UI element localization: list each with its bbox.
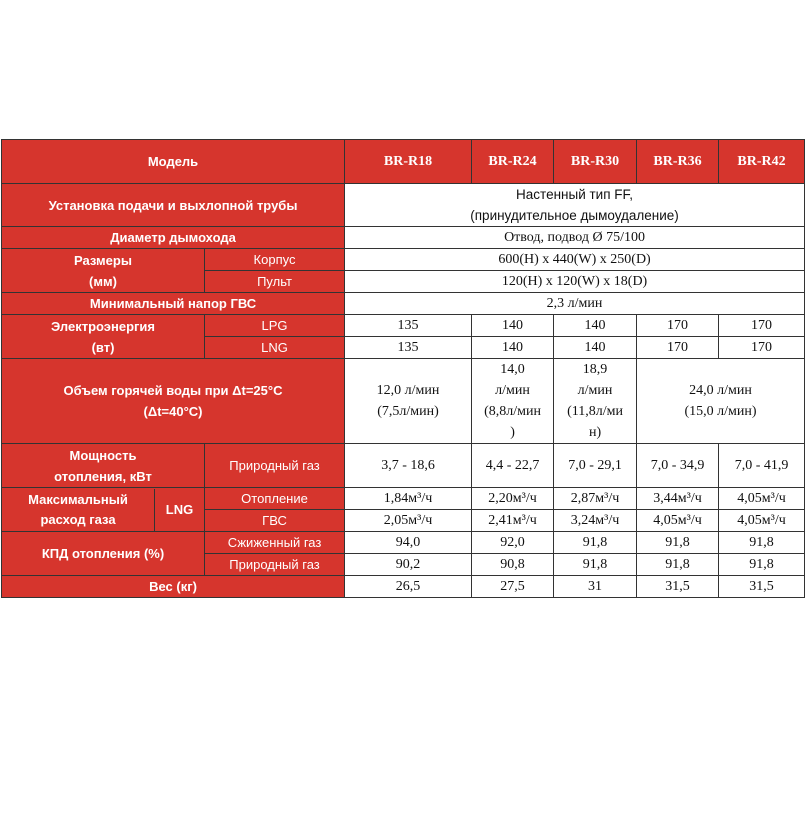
hot-water-r36-r42-line2: (15,0 л/мин) bbox=[684, 404, 757, 419]
efficiency-lpg-label: Сжиженный газ bbox=[205, 532, 345, 554]
hot-water-r36-r42-line1: 24,0 л/мин bbox=[689, 383, 752, 398]
weight-label: Вес (кг) bbox=[2, 576, 345, 598]
dimensions-remote-value: 120(H) x 120(W) x 18(D) bbox=[345, 271, 805, 293]
hot-water-r24-line2: л/мин bbox=[495, 383, 530, 398]
flue-label: Диаметр дымохода bbox=[2, 227, 345, 249]
hot-water-r30-line3: (11,8л/ми bbox=[567, 404, 623, 419]
flue-row bbox=[2, 227, 805, 249]
hot-water-r24-line1: 14,0 bbox=[500, 362, 525, 377]
model-br-r18: BR-R18 bbox=[345, 140, 472, 184]
dimensions-label-line2: (мм) bbox=[89, 273, 117, 289]
hot-water-label bbox=[2, 359, 345, 444]
efficiency-lpg-r42: 91,8 bbox=[719, 532, 805, 554]
max-gas-label-text bbox=[2, 489, 155, 531]
max-gas-heating-row bbox=[2, 488, 805, 510]
power-lpg-row bbox=[2, 315, 805, 337]
min-dhw-value: 2,3 л/мин bbox=[345, 293, 805, 315]
efficiency-label: КПД отопления (%) bbox=[2, 532, 205, 576]
max-gas-dhw-r30: 3,24м³/ч bbox=[554, 510, 637, 532]
dimensions-body-row bbox=[2, 249, 805, 271]
installation-row bbox=[2, 184, 805, 227]
hot-water-label-line1: Объем горячей воды при Δt=25°C bbox=[63, 383, 283, 398]
heating-power-r36: 7,0 - 34,9 bbox=[637, 444, 719, 488]
max-gas-label-inner bbox=[2, 489, 204, 531]
efficiency-lpg-row bbox=[2, 532, 805, 554]
max-gas-dhw-r36: 4,05м³/ч bbox=[637, 510, 719, 532]
efficiency-ng-label: Природный газ bbox=[205, 554, 345, 576]
weight-r36: 31,5 bbox=[637, 576, 719, 598]
efficiency-lpg-r30: 91,8 bbox=[554, 532, 637, 554]
installation-value-line2: (принудительное дымоудаление) bbox=[470, 208, 679, 223]
max-gas-label-line2: расход газа bbox=[40, 511, 116, 527]
weight-r24: 27,5 bbox=[472, 576, 554, 598]
min-dhw-row bbox=[2, 293, 805, 315]
max-gas-heating-r24: 2,20м³/ч bbox=[472, 488, 554, 510]
max-gas-heating-r42: 4,05м³/ч bbox=[719, 488, 805, 510]
installation-value bbox=[345, 184, 805, 227]
efficiency-ng-r30: 91,8 bbox=[554, 554, 637, 576]
power-lpg-label: LPG bbox=[205, 315, 345, 337]
power-lng-r24: 140 bbox=[472, 337, 554, 359]
power-lpg-r30: 140 bbox=[554, 315, 637, 337]
efficiency-ng-r36: 91,8 bbox=[637, 554, 719, 576]
power-lpg-r24: 140 bbox=[472, 315, 554, 337]
max-gas-dhw-label: ГВС bbox=[205, 510, 345, 532]
heating-power-label bbox=[2, 444, 205, 488]
efficiency-lpg-r36: 91,8 bbox=[637, 532, 719, 554]
max-gas-heating-label: Отопление bbox=[205, 488, 345, 510]
power-label-line2: (вт) bbox=[91, 339, 115, 355]
efficiency-ng-r18: 90,2 bbox=[345, 554, 472, 576]
power-lpg-r18: 135 bbox=[345, 315, 472, 337]
max-gas-lng-label: LNG bbox=[155, 489, 205, 531]
max-gas-dhw-r24: 2,41м³/ч bbox=[472, 510, 554, 532]
hot-water-label-line2: (Δt=40°C) bbox=[143, 404, 203, 419]
hot-water-r24-line3: (8,8л/мин bbox=[484, 404, 541, 419]
heating-power-r24: 4,4 - 22,7 bbox=[472, 444, 554, 488]
header-row bbox=[2, 140, 805, 184]
max-gas-label bbox=[2, 488, 205, 532]
max-gas-label-line1: Максимальный bbox=[28, 491, 128, 507]
heating-power-label-line2: отопления, кВт bbox=[54, 468, 152, 484]
heating-power-r42: 7,0 - 41,9 bbox=[719, 444, 805, 488]
power-lng-r18: 135 bbox=[345, 337, 472, 359]
max-gas-heating-r36: 3,44м³/ч bbox=[637, 488, 719, 510]
hot-water-row bbox=[2, 359, 805, 444]
power-lpg-r36: 170 bbox=[637, 315, 719, 337]
dimensions-remote-label: Пульт bbox=[205, 271, 345, 293]
hot-water-r24-line4: ) bbox=[510, 425, 515, 440]
power-lng-r36: 170 bbox=[637, 337, 719, 359]
max-gas-dhw-r42: 4,05м³/ч bbox=[719, 510, 805, 532]
efficiency-lpg-r18: 94,0 bbox=[345, 532, 472, 554]
dimensions-body-label: Корпус bbox=[205, 249, 345, 271]
heating-power-r30: 7,0 - 29,1 bbox=[554, 444, 637, 488]
heating-power-r18: 3,7 - 18,6 bbox=[345, 444, 472, 488]
hot-water-r18-line1: 12,0 л/мин bbox=[376, 383, 440, 398]
weight-r30: 31 bbox=[554, 576, 637, 598]
max-gas-heating-r18: 1,84м³/ч bbox=[345, 488, 472, 510]
min-dhw-label: Минимальный напор ГВС bbox=[2, 293, 345, 315]
hot-water-r30-line2: л/мин bbox=[577, 383, 613, 398]
power-lng-label: LNG bbox=[205, 337, 345, 359]
hot-water-r30 bbox=[554, 359, 637, 444]
model-br-r24: BR-R24 bbox=[472, 140, 554, 184]
heating-power-row bbox=[2, 444, 805, 488]
installation-label: Установка подачи и выхлопной трубы bbox=[2, 184, 345, 227]
efficiency-ng-r24: 90,8 bbox=[472, 554, 554, 576]
model-br-r36: BR-R36 bbox=[637, 140, 719, 184]
spec-table bbox=[1, 139, 805, 598]
dimensions-label bbox=[2, 249, 205, 293]
model-br-r30: BR-R30 bbox=[554, 140, 637, 184]
heating-power-label-line1: Мощность bbox=[69, 447, 137, 463]
power-lng-r42: 170 bbox=[719, 337, 805, 359]
weight-r18: 26,5 bbox=[345, 576, 472, 598]
weight-row bbox=[2, 576, 805, 598]
hot-water-r36-r42 bbox=[637, 359, 805, 444]
dimensions-label-line1: Размеры bbox=[74, 252, 132, 268]
efficiency-ng-r42: 91,8 bbox=[719, 554, 805, 576]
dimensions-body-value: 600(H) x 440(W) x 250(D) bbox=[345, 249, 805, 271]
hot-water-r18 bbox=[345, 359, 472, 444]
max-gas-dhw-r18: 2,05м³/ч bbox=[345, 510, 472, 532]
hot-water-r30-line1: 18,9 bbox=[582, 362, 608, 377]
power-label bbox=[2, 315, 205, 359]
efficiency-lpg-r24: 92,0 bbox=[472, 532, 554, 554]
flue-value: Отвод, подвод Ø 75/100 bbox=[345, 227, 805, 249]
power-lng-r30: 140 bbox=[554, 337, 637, 359]
installation-value-line1: Настенный тип FF, bbox=[516, 187, 634, 202]
max-gas-heating-r30: 2,87м³/ч bbox=[554, 488, 637, 510]
model-header: Модель bbox=[2, 140, 345, 184]
hot-water-r30-line4: н) bbox=[588, 425, 602, 440]
power-label-line1: Электроэнергия bbox=[50, 318, 156, 334]
heating-power-gas-label: Природный газ bbox=[205, 444, 345, 488]
power-lpg-r42: 170 bbox=[719, 315, 805, 337]
model-br-r42: BR-R42 bbox=[719, 140, 805, 184]
hot-water-r24 bbox=[472, 359, 554, 444]
weight-r42: 31,5 bbox=[719, 576, 805, 598]
hot-water-r18-line2: (7,5л/мин) bbox=[377, 404, 439, 419]
